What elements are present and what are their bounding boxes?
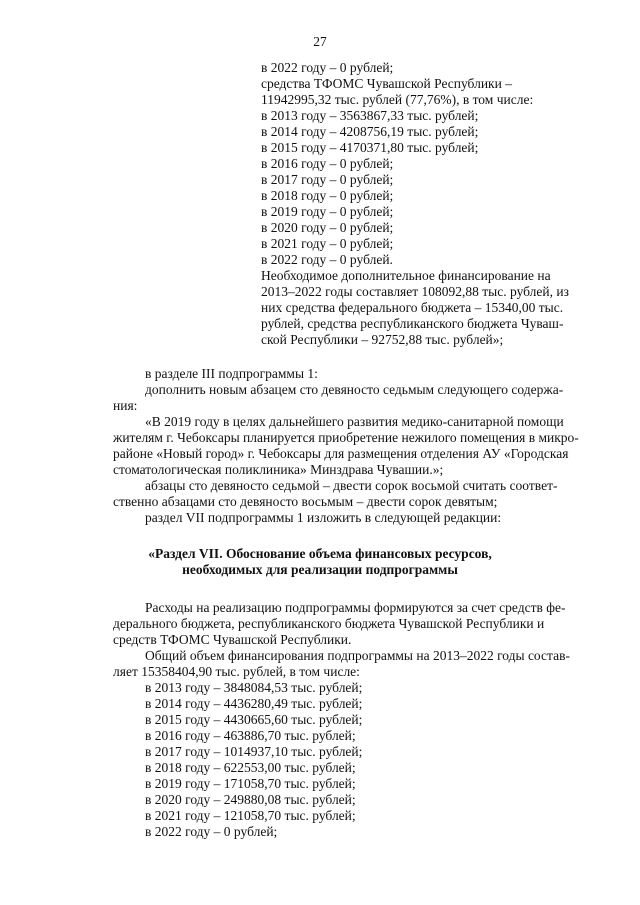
- text-line: в 2021 году – 121058,70 тыс. рублей;: [145, 808, 356, 823]
- text-line: в 2022 году – 0 рублей;: [261, 60, 394, 75]
- text-line: в 2020 году – 249880,08 тыс. рублей;: [145, 792, 356, 807]
- text-line: в 2017 году – 1014937,10 тыс. рублей;: [145, 744, 363, 759]
- text-line: в разделе III подпрограммы 1:: [145, 366, 318, 381]
- text-line: в 2018 году – 0 рублей;: [261, 188, 394, 203]
- text-line: в 2018 году – 622553,00 тыс. рублей;: [145, 760, 356, 775]
- text-line: в 2020 году – 0 рублей;: [261, 220, 394, 235]
- text-line: «В 2019 году в целях дальнейшего развития медико-санитарной помощи: [145, 414, 564, 429]
- text-line: в 2015 году – 4430665,60 тыс. рублей;: [145, 712, 363, 727]
- text-line: [261, 76, 595, 92]
- text-line: стоматологическая поликлиника» Минздрава Чувашии.»;: [113, 462, 444, 477]
- section-heading: «Раздел VII. Обоснование объема финансовых ресурсов,: [148, 546, 492, 561]
- text-line: в 2019 году – 0 рублей;: [261, 204, 394, 219]
- text-line: в 2014 году – 4208756,19 тыс. рублей;: [261, 124, 479, 139]
- text-line: дополнить новым абзацем сто девяносто седьмым следующего содержа-: [145, 382, 564, 397]
- text-line: в 2022 году – 0 рублей.: [261, 252, 393, 267]
- text-line: средств ТФОМС Чувашской Республики.: [113, 632, 352, 647]
- text-line: ляет 15358404,90 тыс. рублей, в том числе:: [113, 664, 360, 679]
- text-line: ской Республики – 92752,88 тыс. рублей»;: [261, 332, 504, 347]
- text-line: средства ТФОМС Чувашской Республики –: [261, 76, 512, 91]
- text-line: дерального бюджета, республиканского бюджета Чувашской Республики и: [113, 616, 545, 631]
- page-number: 27: [313, 34, 327, 49]
- text-line: в 2013 году – 3563867,33 тыс. рублей;: [261, 108, 479, 123]
- text-line: в 2013 году – 3848084,53 тыс. рублей;: [145, 680, 363, 695]
- text-line: Общий объем финансирования подпрограммы на 2013–2022 годы состав-: [145, 648, 570, 663]
- text-line: в 2021 году – 0 рублей;: [261, 236, 394, 251]
- text-line: рублей, средства республиканского бюджета Чуваш-: [261, 316, 564, 331]
- text-line: 11942995,32 тыс. рублей (77,76%), в том числе:: [261, 92, 534, 107]
- text-line: раздел VII подпрограммы 1 изложить в следующей редакции:: [145, 510, 502, 525]
- text-line: 2013–2022 годы составляет 108092,88 тыс. рублей, из: [261, 284, 569, 299]
- text-line: в 2015 году – 4170371,80 тыс. рублей;: [261, 140, 479, 155]
- text-line: Необходимое дополнительное финансирование на: [261, 268, 551, 283]
- text-line: Расходы на реализацию подпрограммы формируются за счет средств фе-: [145, 600, 566, 615]
- text-line: в 2017 году – 0 рублей;: [261, 172, 394, 187]
- text-line: в 2022 году – 0 рублей;: [145, 824, 278, 839]
- text-line: ния:: [113, 398, 138, 413]
- text-line: жителям г. Чебоксары планируется приобретение нежилого помещения в микро-: [113, 430, 579, 445]
- text-line: в 2014 году – 4436280,49 тыс. рублей;: [145, 696, 363, 711]
- text-line: абзацы сто девяносто седьмой – двести сорок восьмой считать соответ-: [145, 478, 558, 493]
- text-line: в 2016 году – 463886,70 тыс. рублей;: [145, 728, 356, 743]
- text-line: них средства федерального бюджета – 15340,00 тыс.: [261, 300, 564, 315]
- text-line: районе «Новый город» г. Чебоксары для размещения отделения АУ «Городская: [113, 446, 569, 461]
- section-heading: необходимых для реализации подпрограммы: [182, 562, 458, 577]
- text-line: в 2016 году – 0 рублей;: [261, 156, 394, 171]
- text-line: в 2019 году – 171058,70 тыс. рублей;: [145, 776, 356, 791]
- text-line: ственно абзацами сто девяносто восьмым – двести сорок девятым;: [113, 494, 498, 509]
